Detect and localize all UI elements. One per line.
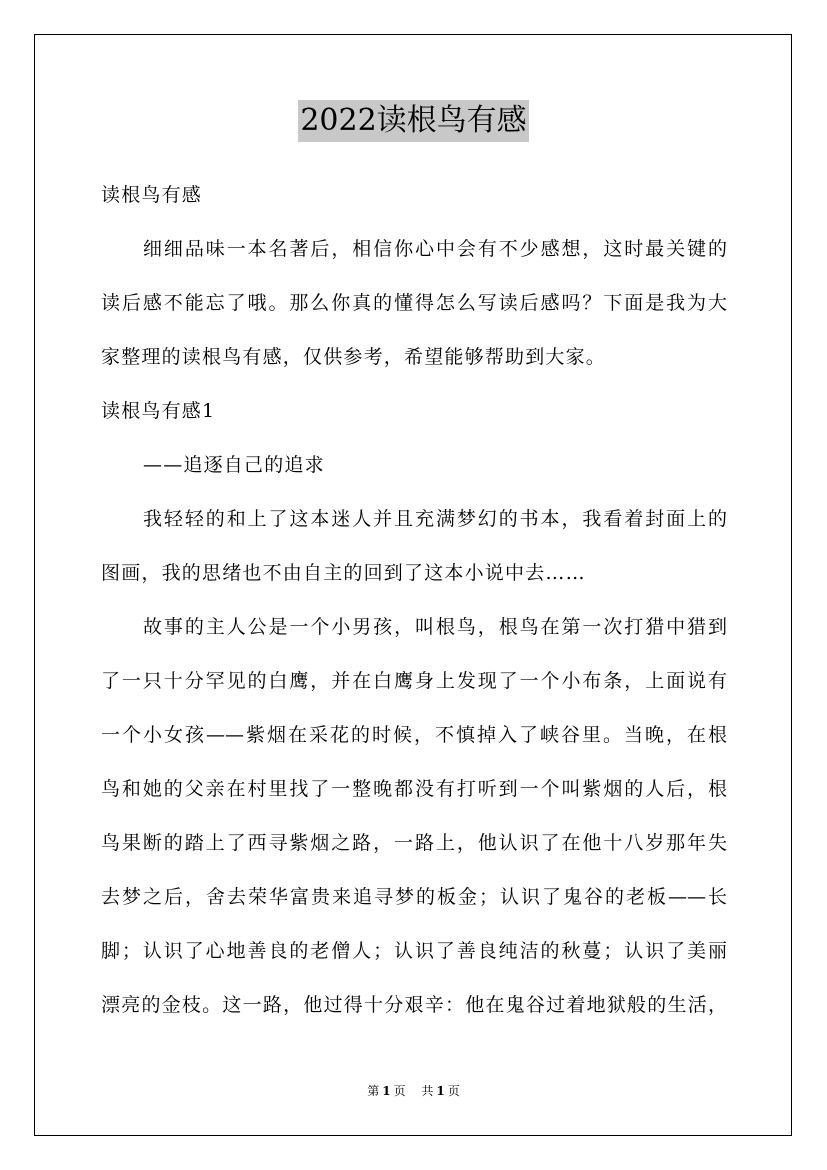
paragraph-line: 细细品味一本名著后，相信你心中会有不少感想，这时最关键的 [143,238,727,260]
section-heading: 读根鸟有感 [101,184,203,206]
document-title: 2022读根鸟有感 [298,100,528,142]
paragraph-line: 了一只十分罕见的白鹰，并在白鹰身上发现了一个小布条，上面说有 [101,670,727,692]
page-total [418,1084,462,1098]
total-label-prefix: 共 [421,1084,434,1098]
paragraph-line: 故事的主人公是一个小男孩，叫根鸟，根鸟在第一次打猎中猎到 [143,616,727,638]
page-footer [0,1082,827,1100]
page-label-prefix: 第 [367,1084,380,1098]
total-pages: 1 [436,1084,445,1098]
paragraph-line: 鸟果断的踏上了西寻紫烟之路，一路上，他认识了在他十八岁那年失 [101,832,727,854]
title-container [0,100,827,142]
paragraph-line: 一个小女孩——紫烟在采花的时候，不慎掉入了峡谷里。当晚，在根 [101,724,727,746]
page-number [364,1084,408,1098]
paragraph-line: 脚；认识了心地善良的老僧人；认识了善良纯洁的秋蔓；认识了美丽 [101,940,727,962]
paragraph-line: 鸟和她的父亲在村里找了一整晚都没有打听到一个叫紫烟的人后，根 [101,778,727,800]
paragraph-line: 去梦之后，舍去荣华富贵来追寻梦的板金；认识了鬼谷的老板——长 [101,886,727,908]
subtitle-line: ——追逐自己的追求 [143,454,325,476]
section-heading: 读根鸟有感1 [101,400,216,422]
document-body [101,168,727,1032]
paragraph-line: 读后感不能忘了哦。那么你真的懂得怎么写读后感吗？下面是我为大 [101,292,727,314]
total-label-suffix: 页 [447,1084,460,1098]
paragraph-line: 我轻轻的和上了这本迷人并且充满梦幻的书本，我看着封面上的 [143,508,727,530]
paragraph-line: 家整理的读根鸟有感，仅供参考，希望能够帮助到大家。 [101,346,607,368]
paragraph-line: 图画，我的思绪也不由自主的回到了这本小说中去…… [101,562,586,584]
paragraph-line: 漂亮的金枝。这一路，他过得十分艰辛：他在鬼谷过着地狱般的生活， [101,994,727,1016]
page-label-suffix: 页 [393,1084,406,1098]
current-page: 1 [382,1084,391,1098]
